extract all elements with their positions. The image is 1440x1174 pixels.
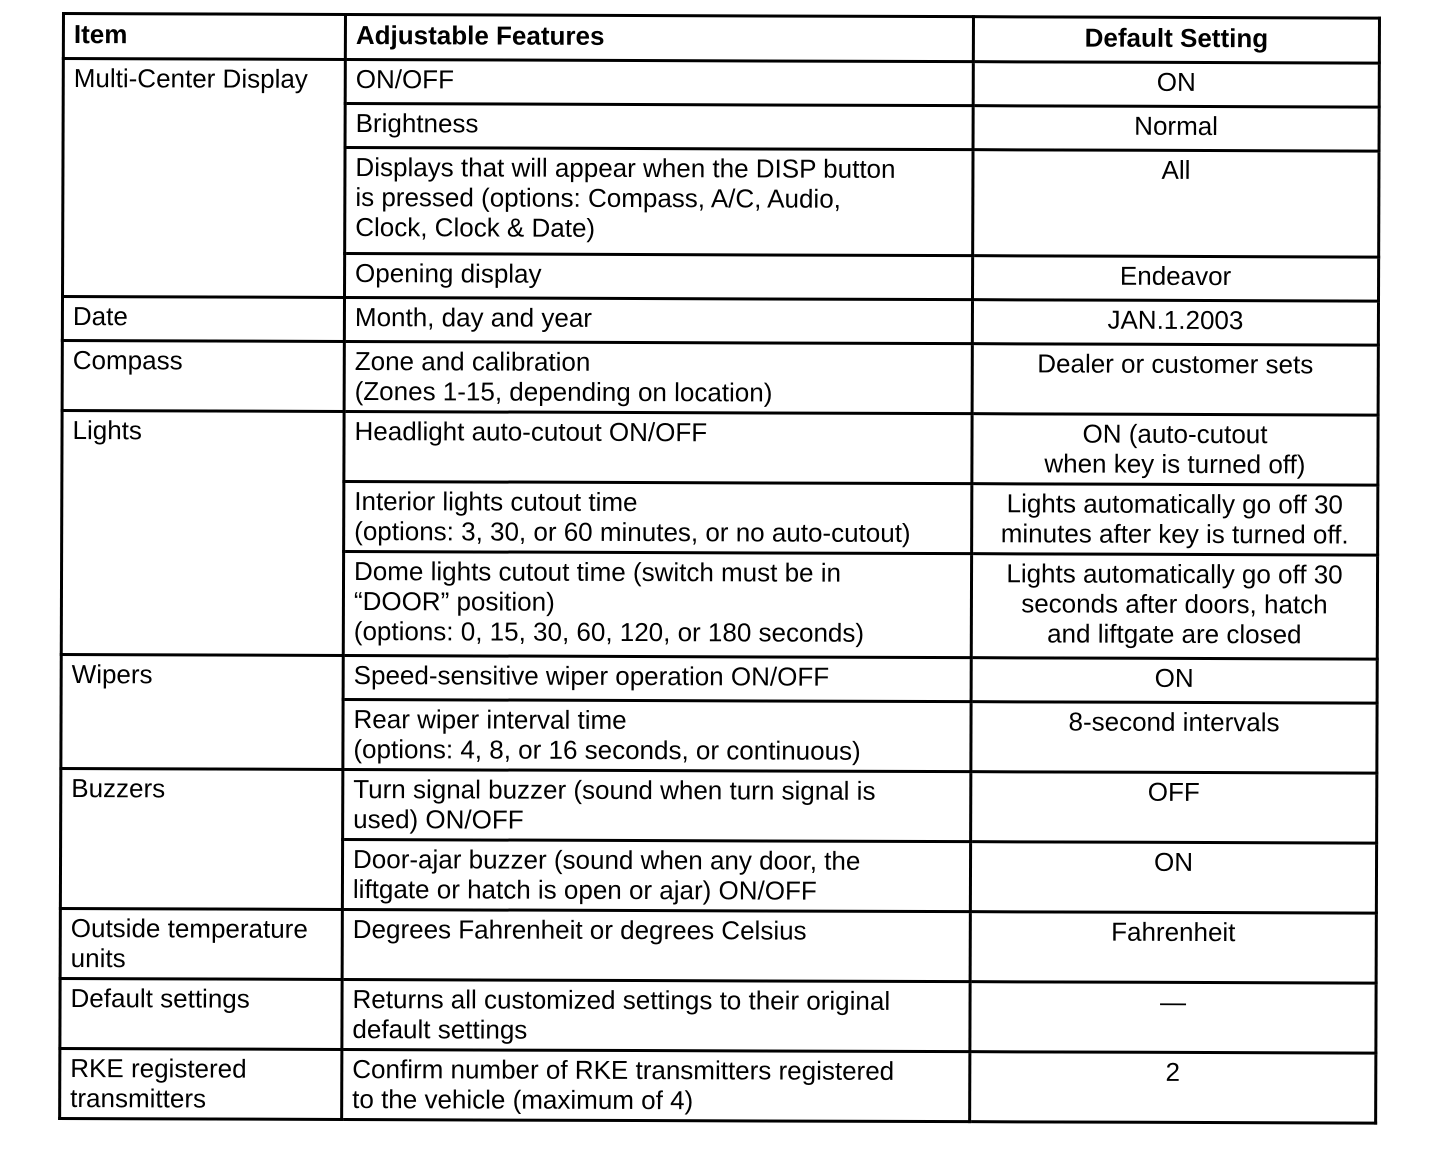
table-row [63,59,1379,108]
default-setting-cell [973,62,1379,107]
cell-line: Normal [1134,110,1219,142]
cell-line: Compass [72,345,183,376]
item-cell-multi-center-display [63,59,346,298]
item-cell-outside-temperature-units [60,908,342,979]
cell-line: Lights [72,415,142,446]
cell-line: Speed-sensitive wiper operation ON/OFF [353,660,830,692]
default-setting-cell [971,554,1377,659]
header-default-setting: Default Setting [973,17,1379,63]
default-setting-cell [971,702,1377,773]
cell-line: (options: 3, 30, or 60 minutes, or no auto-cutout) [354,516,911,548]
cell-line: Door-ajar buzzer (sound when any door, the [352,844,861,876]
feature-cell [342,909,970,981]
cell-line: RKE registered [70,1053,247,1084]
cell-line: minutes after key is turned off. [1000,518,1349,550]
cell-line: Rear wiper interval time [353,704,627,735]
cell-line: Opening display [355,258,542,289]
cell-line: Fahrenheit [1111,916,1236,948]
header-item: Item [63,14,345,60]
feature-cell [345,147,973,255]
cell-line: Displays that will appear when the DISP button [355,152,896,184]
feature-cell [343,769,971,841]
table-row [60,978,1376,1053]
settings-table [58,12,1381,1125]
header-row [63,14,1379,64]
table-header [63,14,1379,64]
cell-line: (options: 4, 8, or 16 seconds, or continuous) [353,734,861,766]
cell-line: ON/OFF [355,64,455,95]
table-row [62,411,1378,486]
default-setting-cell [972,414,1378,485]
cell-line: Returns all customized settings to their original [352,984,891,1016]
cell-line: ON [1153,846,1194,877]
feature-cell [344,411,972,483]
item-cell-default-settings [60,978,342,1049]
cell-line: ON (auto-cutout [1082,418,1268,450]
feature-cell [343,655,971,701]
cell-line: (Zones 1-15, depending on location) [354,376,773,408]
item-cell-buzzers [60,769,342,910]
cell-line: Lights automatically go off 30 [1006,558,1343,590]
feature-cell [342,1049,970,1121]
feature-cell [345,59,973,105]
table-body [60,59,1380,1124]
default-setting-cell [972,300,1378,345]
cell-line: Interior lights cutout time [354,486,638,518]
cell-line: seconds after doors, hatch [1021,588,1328,620]
feature-cell [345,103,973,149]
cell-line: ON [1154,662,1194,693]
cell-line: Dealer or customer sets [1037,348,1314,380]
table-row [62,341,1378,416]
default-setting-cell [970,842,1376,913]
cell-line: Wipers [71,659,153,690]
default-setting-cell [973,256,1379,301]
cell-line: when key is turned off) [1044,448,1306,480]
default-setting-cell [973,106,1379,151]
cell-line: Dome lights cutout time (switch must be in [353,556,842,588]
cell-line: 2 [1165,1056,1181,1087]
cell-line: transmitters [70,1083,207,1114]
cell-line: Degrees Fahrenheit or degrees Celsius [352,914,807,946]
cell-line: OFF [1147,776,1200,807]
item-cell-date [62,297,344,342]
default-setting-cell [970,982,1376,1053]
cell-line: Lights automatically go off 30 [1006,488,1343,520]
item-cell-wipers [61,655,343,770]
cell-line: Zone and calibration [354,346,591,377]
default-setting-cell [972,484,1378,555]
feature-cell [345,253,973,299]
cell-line: Headlight auto-cutout ON/OFF [354,416,708,448]
cell-line: Buzzers [71,773,166,804]
feature-cell [342,979,970,1051]
table-row [60,908,1376,983]
cell-line: Multi-Center Display [73,63,308,94]
header-adjustable-features: Adjustable Features [345,14,973,61]
default-setting-cell [970,912,1376,983]
feature-cell [344,481,972,553]
cell-line: and liftgate are closed [1047,618,1302,650]
cell-line: Turn signal buzzer (sound when turn signal is [353,774,876,806]
item-cell-lights [61,411,344,656]
table-row [61,655,1377,704]
feature-cell [343,551,971,657]
table-row [62,297,1378,346]
feature-cell [344,341,972,413]
cell-line: All [1161,154,1191,185]
cell-line: default settings [352,1014,528,1045]
item-cell-compass [62,341,344,412]
cell-line: 8-second intervals [1068,706,1280,738]
cell-line: “DOOR” position) [353,586,555,617]
cell-line: JAN.1.2003 [1107,304,1244,336]
cell-line: liftgate or hatch is open or ajar) ON/OFF [352,874,817,906]
default-setting-cell [972,344,1378,415]
default-setting-cell [971,772,1377,843]
feature-cell [343,699,971,771]
cell-line: Default settings [70,983,250,1014]
item-cell-rke-registered-transmitters [60,1048,342,1119]
cell-line: to the vehicle (maximum of 4) [352,1084,694,1116]
cell-line: Brightness [355,108,479,139]
cell-line: Confirm number of RKE transmitters registered [352,1054,895,1086]
feature-cell [342,839,970,911]
cell-line: Clock, Clock & Date) [355,212,596,243]
feature-cell [344,297,972,343]
cell-line: Endeavor [1119,260,1232,292]
cell-line: Date [72,301,128,332]
cell-line: Outside temperature [70,913,308,944]
default-setting-cell [971,658,1377,703]
table-row [60,1048,1376,1123]
table-row [61,769,1377,844]
cell-line: ON [1156,66,1196,97]
cell-line: used) ON/OFF [353,804,524,835]
default-setting-cell [970,1052,1376,1123]
default-setting-cell [973,150,1379,257]
cell-line: units [70,943,126,974]
cell-line: Month, day and year [354,302,593,333]
cell-line: (options: 0, 15, 30, 60, 120, or 180 seconds) [353,616,865,648]
cell-line: — [1159,986,1187,1017]
cell-line: is pressed (options: Compass, A/C, Audio, [355,182,841,214]
